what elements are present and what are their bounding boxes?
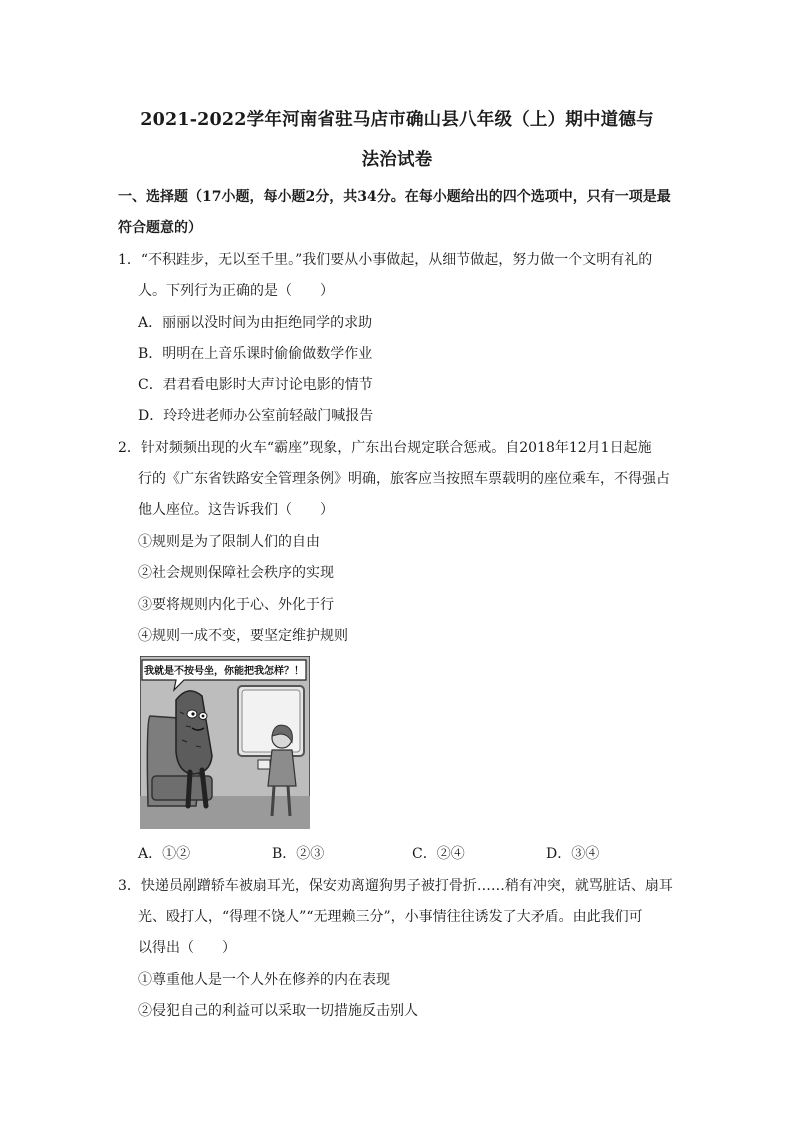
section-heading-line1: 一、选择题（17小题，每小题2分，共34分。在每小题给出的四个选项中，只有一项是最: [118, 189, 671, 205]
question-2-statement-2: ②社会规则保障社会秩序的实现: [138, 565, 334, 581]
question-1-line1: 1．“不积跬步，无以至千里。”我们要从小事做起，从细节做起，努力做一个文明有礼的: [118, 252, 653, 268]
question-1-option-c: C．君君看电影时大声讨论电影的情节: [138, 377, 373, 393]
question-3-statement-1: ①尊重他人是一个人外在修养的内在表现: [138, 972, 390, 988]
question-3-statement-2: ②侵犯自己的利益可以采取一切措施反击别人: [138, 1003, 418, 1019]
question-2-choice-b: B．②③: [272, 846, 325, 862]
question-1-option-b: B．明明在上音乐课时偷偷做数学作业: [138, 346, 373, 362]
exam-title-line1: 2021-2022学年河南省驻马店市确山县八年级（上）期中道德与: [140, 110, 654, 130]
question-2-line1: 2．针对频频出现的火车“霸座”现象，广东出台规定联合惩戒。自2018年12月1日起施: [118, 440, 652, 456]
question-2-choice-c: C．②④: [412, 846, 465, 862]
comic-speech-bubble-text: 我就是不按号坐，你能把我怎样？！: [144, 666, 304, 677]
question-2-line3: 他人座位。这告诉我们（ ）: [138, 502, 334, 518]
question-1-line2: 人。下列行为正确的是（ ）: [138, 283, 334, 299]
question-3-line1: 3．快递员剐蹭轿车被扇耳光，保安劝离遛狗男子被打骨折……稍有冲突，就骂脏话、扇耳: [118, 878, 673, 894]
question-1-option-a: A．丽丽以没时间为由拒绝同学的求助: [138, 315, 373, 331]
train-seat-comic-image: [140, 656, 310, 829]
question-1-option-d: D．玲玲进老师办公室前轻敲门喊报告: [138, 408, 374, 424]
question-2-statement-1: ①规则是为了限制人们的自由: [138, 534, 320, 550]
question-2-choice-d: D．③④: [546, 846, 600, 862]
question-3-line2: 光、殴打人，“得理不饶人”“无理赖三分”，小事情往往诱发了大矛盾。由此我们可: [138, 909, 643, 925]
question-3-line3: 以得出（ ）: [138, 940, 236, 956]
question-2-statement-3: ③要将规则内化于心、外化于行: [138, 597, 334, 613]
question-2-statement-4: ④规则一成不变，要坚定维护规则: [138, 628, 348, 644]
section-heading-line2: 符合题意的）: [118, 220, 202, 236]
exam-title-line2: 法治试卷: [361, 150, 433, 170]
question-2-choice-a: A．①②: [138, 846, 191, 862]
question-2-line2: 行的《广东省铁路安全管理条例》明确，旅客应当按照车票载明的座位乘车，不得强占: [138, 471, 670, 487]
